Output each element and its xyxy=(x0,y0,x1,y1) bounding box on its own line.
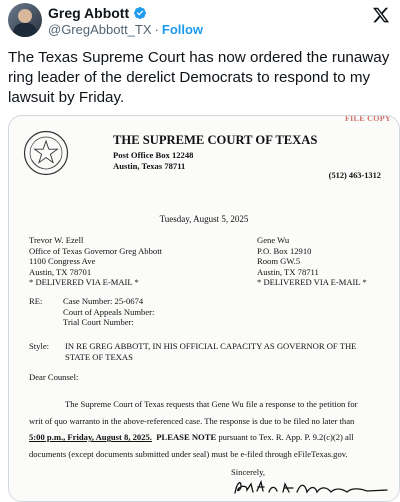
address-line: Austin, TX 78711 xyxy=(257,266,319,277)
avatar[interactable] xyxy=(8,3,42,37)
attached-image[interactable] xyxy=(8,115,400,502)
author-name[interactable]: Greg Abbott xyxy=(48,5,130,21)
court-address-line: Post Office Box 12248 xyxy=(113,150,194,160)
court-phone: (512) 463-1312 xyxy=(328,171,381,180)
case-number: Case Number: 25-0674 xyxy=(63,296,144,306)
file-copy-stamp: FILE COPY xyxy=(344,115,391,123)
address-line: Office of Texas Governor Greg Abbott xyxy=(29,245,162,256)
rule-citation: pursuant to Tex. R. App. P. 9.2(c)(2) all xyxy=(216,432,354,443)
body-line-deadline xyxy=(29,432,374,443)
court-address xyxy=(113,150,193,171)
case-info-block xyxy=(63,296,154,328)
verified-badge-icon xyxy=(133,6,147,20)
court-address-line: Austin, Texas 78711 xyxy=(113,160,186,171)
address-line: Austin, TX 78701 xyxy=(29,266,92,277)
address-line: 1100 Congress Ave xyxy=(29,256,96,267)
court-name: THE SUPREME COURT OF TEXAS xyxy=(113,133,318,147)
follow-button[interactable]: Follow xyxy=(161,22,204,37)
address-line: * DELIVERED VIA E-MAIL * xyxy=(29,277,139,288)
deadline-text: 5:00 p.m., Friday, August 8, 2025. xyxy=(29,432,152,443)
please-note-label: PLEASE NOTE xyxy=(156,432,217,443)
recipient-left-block xyxy=(29,235,162,288)
handle-row xyxy=(48,22,203,37)
separator-dot: · xyxy=(154,22,159,37)
tweet-text: The Texas Supreme Court has now ordered the runaway ring leader of the derelict Democrats to respond to my lawsuit by Friday. xyxy=(8,49,390,106)
tweet-header xyxy=(0,0,400,42)
texas-state-seal-icon xyxy=(23,130,69,176)
address-line: P.O. Box 12910 xyxy=(257,245,312,256)
trial-court-number: Trial Court Number: xyxy=(63,317,134,328)
address-line: Gene Wu xyxy=(257,235,290,245)
address-line: * DELIVERED VIA E-MAIL * xyxy=(257,277,367,288)
body-line: writ of quo warranto in the above-referenced case. The response is due to be filed no later than xyxy=(29,415,355,426)
letter-date: Tuesday, August 5, 2025 xyxy=(159,214,249,224)
author-handle[interactable]: @GregAbbott_TX xyxy=(48,22,152,37)
address-line: Trevor W. Ezell xyxy=(29,235,84,245)
court-letter-document xyxy=(9,116,399,501)
re-label: RE: xyxy=(29,296,43,306)
body-line: The Supreme Court of Texas requests that Gene Wu file a response to the petition for xyxy=(65,399,358,409)
x-logo-icon[interactable] xyxy=(372,6,390,24)
author-name-row xyxy=(48,5,147,21)
salutation: Dear Counsel: xyxy=(29,372,79,382)
letter-body xyxy=(29,399,374,459)
style-label: Style: xyxy=(29,341,50,351)
handwritten-signature xyxy=(231,476,391,498)
closing: Sincerely, xyxy=(231,467,266,477)
recipient-right-block xyxy=(257,235,367,288)
address-line: Room GW.5 xyxy=(257,256,301,267)
appeals-number: Court of Appeals Number: xyxy=(63,306,155,317)
case-style: IN RE GREG ABBOTT, IN HIS OFFICIAL CAPACITY AS GOVERNOR OF THE STATE OF TEXAS xyxy=(65,341,357,362)
body-line: documents (except documents submitted under seal) must be e-filed through eFileTexas.gov. xyxy=(29,448,348,459)
